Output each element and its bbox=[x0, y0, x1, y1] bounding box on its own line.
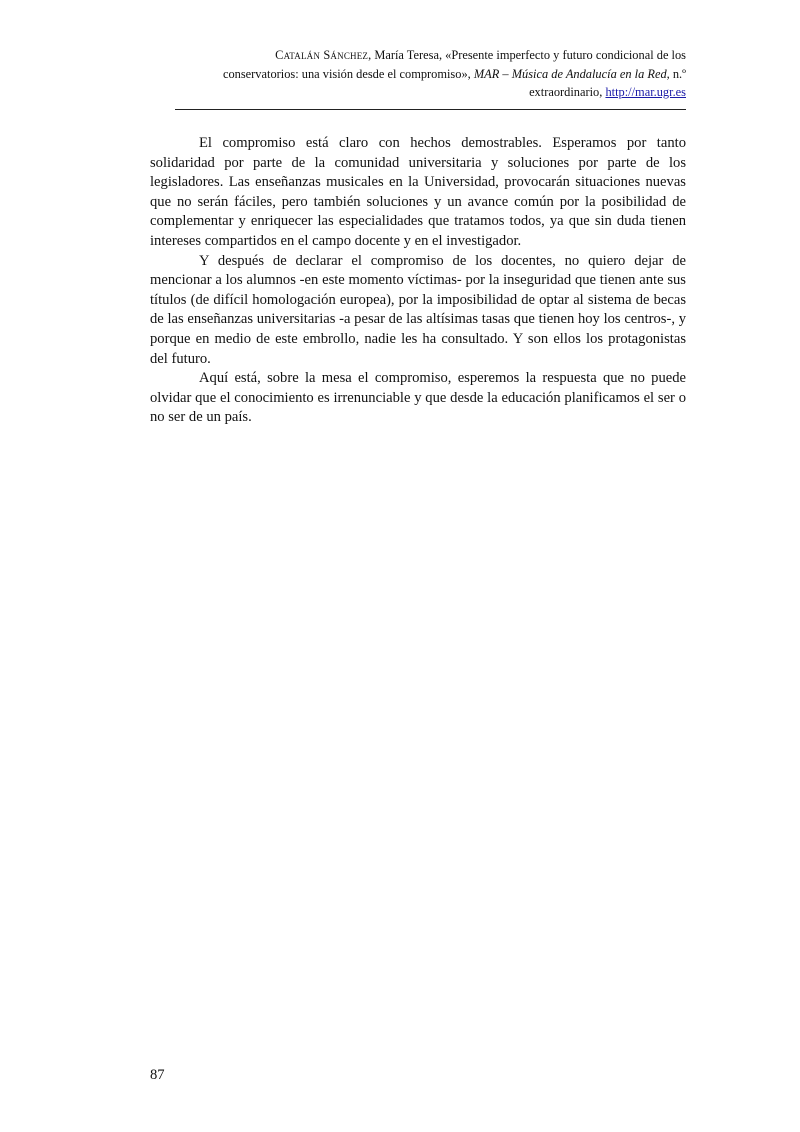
page-number: 87 bbox=[150, 1067, 165, 1083]
header-line-2 bbox=[150, 65, 686, 84]
header-line-3 bbox=[150, 83, 686, 102]
author-and-title-start: , María Teresa, «Presente imperfecto y futuro condicional de los bbox=[368, 48, 686, 62]
journal-link[interactable]: http://mar.ugr.es bbox=[605, 85, 686, 99]
body-text bbox=[150, 134, 686, 428]
issue-label: n.º bbox=[669, 66, 686, 81]
issue-type: extraordinario, bbox=[529, 85, 606, 99]
running-header bbox=[150, 46, 686, 102]
journal-name: MAR – Música de Andalucía en la Red, bbox=[473, 66, 670, 81]
header-divider bbox=[175, 109, 686, 110]
paragraph: Aquí está, sobre la mesa el compromiso, esperemos la respuesta que no puede olvidar que el conocimiento es irrenunciable y que desde la educación planificamos el ser o no ser de un país. bbox=[150, 370, 686, 426]
paragraph: El compromiso está claro con hechos demostrables. Esperamos por tanto solidaridad por parte de la comunidad universitaria y soluciones por parte de los legisladores. Las enseñanzas musicales en la Universidad, provocarán situaciones nuevas que no serán fáciles, pero también soluciones y un avance común por la posibilidad de complementar y enriquecer las especialidades que tratamos todos, ya que sin duda tienen intereses compartidos en el campo docente y en el investigador. bbox=[150, 135, 686, 249]
header-line-1 bbox=[150, 46, 686, 65]
author-surname: Catalán Sánchez bbox=[275, 48, 369, 62]
paragraph: Y después de declarar el compromiso de los docentes, no quiero dejar de mencionar a los alumnos -en este momento víctimas- por la inseguridad que tienen ante sus títulos (de difícil homologación europea), por la imposibilidad de optar al sistema de becas de las enseñanzas universitarias -a pesar de las altísimas tasas que tienen hoy los centros-, y porque en medio de este embrollo, nadie les ha consultado. Y son ellos los protagonistas del futuro. bbox=[150, 252, 686, 367]
article-title-end: conservatorios: una visión desde el compromiso», bbox=[222, 66, 474, 81]
